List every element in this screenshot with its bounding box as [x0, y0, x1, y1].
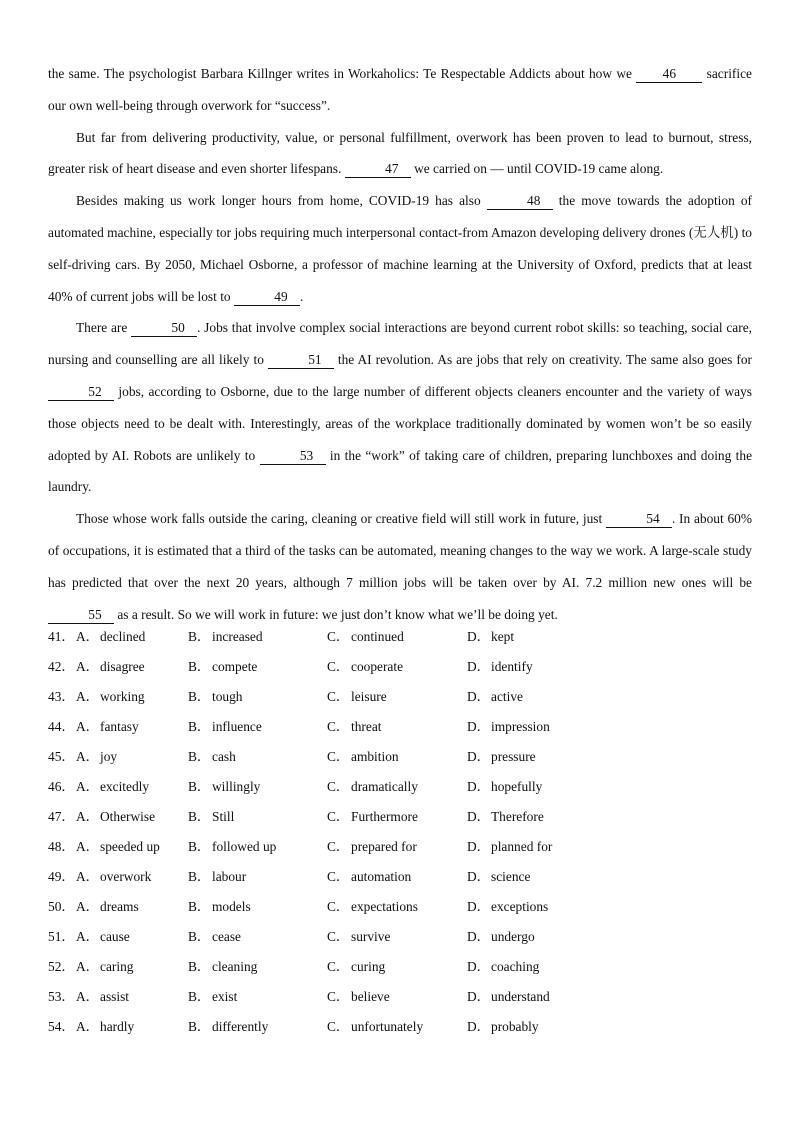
answer-option[interactable] [188, 742, 236, 772]
option-letter: A． [76, 959, 100, 974]
question-number: 51． [48, 929, 75, 944]
passage-paragraph [48, 58, 752, 122]
answer-blank[interactable]: 55 [48, 607, 114, 624]
option-letter: D． [467, 989, 491, 1004]
question-number: 54． [48, 1019, 75, 1034]
question-row [48, 982, 752, 1012]
option-text: Still [212, 809, 235, 824]
option-text: active [491, 689, 523, 704]
passage-text: But far from delivering productivity, value, or personal fulfillment, overwork has been proven to lead to burnout, stress, greater risk of heart disease and even shorter lifespans. [48, 129, 752, 177]
answer-option[interactable] [76, 712, 139, 742]
passage-text: Besides making us work longer hours from home, COVID-19 has also [76, 193, 487, 209]
option-letter: D． [467, 1019, 491, 1034]
option-text: excitedly [100, 779, 150, 794]
passage-text: in the “work” of taking care of children, preparing lunchboxes and doing the laundry. [48, 447, 753, 495]
answer-option[interactable] [467, 742, 536, 772]
passage-paragraph [48, 122, 752, 186]
question-number: 53． [48, 989, 75, 1004]
option-text: speeded up [100, 839, 160, 854]
option-letter: D． [467, 869, 491, 884]
answer-option[interactable] [467, 712, 550, 742]
passage-text: jobs, according to Osborne, due to the large number of different objects cleaners encounter and the variety of ways those objects need to be dealt with. Interestingly, areas of the workplace traditionally dominated by women won’t be so easily adopted by AI. Robots are unlikely to [48, 383, 752, 463]
option-text: exist [212, 989, 238, 1004]
option-letter: C． [327, 659, 350, 674]
option-text: science [491, 869, 531, 884]
option-letter: C． [327, 989, 350, 1004]
option-letter: A． [76, 779, 100, 794]
answer-option[interactable] [327, 742, 399, 772]
question-row [48, 712, 752, 742]
option-letter: B． [188, 989, 211, 1004]
question-row [48, 832, 752, 862]
answer-option[interactable] [188, 892, 251, 922]
answer-option[interactable] [188, 982, 237, 1012]
passage-text: sacrifice our own well-being through overwork for “success”. [48, 66, 752, 113]
passage-paragraph [48, 503, 752, 630]
answer-option[interactable] [76, 862, 151, 892]
option-text: working [100, 689, 145, 704]
option-text: Therefore [491, 809, 544, 824]
passage-text: the AI revolution. As are jobs that rely on creativity. The same also goes for [333, 352, 752, 368]
answer-option[interactable] [188, 832, 276, 862]
option-letter: B． [188, 689, 211, 704]
option-text: Otherwise [100, 809, 156, 824]
option-text: expectations [351, 899, 418, 914]
option-letter: C． [327, 1019, 350, 1034]
option-text: cooperate [351, 659, 404, 674]
question-number: 52． [48, 959, 75, 974]
question-number: 44． [48, 719, 75, 734]
option-letter: B． [188, 719, 211, 734]
option-letter: B． [188, 1019, 211, 1034]
option-letter: A． [76, 899, 100, 914]
option-text: automation [351, 869, 412, 884]
answer-option[interactable] [188, 772, 260, 802]
question-row [48, 1012, 752, 1042]
option-letter: B． [188, 839, 211, 854]
option-text: cleaning [212, 959, 258, 974]
option-letter: C． [327, 719, 350, 734]
option-letter: C． [327, 779, 350, 794]
answer-option[interactable] [327, 652, 403, 682]
answer-option[interactable] [467, 892, 548, 922]
option-text: compete [212, 659, 258, 674]
answer-option[interactable] [327, 712, 381, 742]
answer-option[interactable] [76, 922, 130, 952]
answer-option[interactable] [76, 682, 145, 712]
option-text: differently [212, 1019, 269, 1034]
answer-option[interactable] [327, 892, 418, 922]
option-text: dramatically [351, 779, 418, 794]
option-letter: C． [327, 809, 350, 824]
passage-text: the same. The psychologist Barbara Killnger writes in Workaholics: Te Respectable Addicts about how we [48, 66, 637, 81]
option-letter: A． [76, 989, 100, 1004]
passage-paragraph [48, 312, 752, 503]
question-row [48, 742, 752, 772]
option-text: Furthermore [351, 809, 418, 824]
passage-text: Those whose work falls outside the caring, cleaning or creative field will still work in future, just [76, 511, 606, 527]
passage-paragraph [48, 185, 752, 312]
option-letter: D． [467, 629, 491, 644]
option-text: influence [212, 719, 262, 734]
answer-option[interactable] [76, 952, 133, 982]
option-letter: B． [188, 749, 211, 764]
option-letter: A． [76, 719, 100, 734]
option-letter: C． [327, 629, 350, 644]
question-row [48, 802, 752, 832]
option-letter: C． [327, 869, 350, 884]
question-row [48, 952, 752, 982]
answer-option[interactable] [76, 772, 149, 802]
option-letter: A． [76, 839, 100, 854]
question-row [48, 862, 752, 892]
answer-option[interactable] [188, 862, 246, 892]
option-text: impression [491, 719, 550, 734]
option-letter: C． [327, 929, 350, 944]
answer-option[interactable] [327, 802, 418, 832]
option-letter: B． [188, 779, 211, 794]
answer-option[interactable] [76, 982, 129, 1012]
answer-option[interactable] [188, 922, 241, 952]
option-text: leisure [351, 689, 387, 704]
option-letter: A． [76, 749, 100, 764]
option-letter: D． [467, 779, 491, 794]
answer-blank[interactable]: 48 [487, 193, 553, 210]
question-number: 42． [48, 659, 75, 674]
passage-text: . In about 60% of occupations, it is estimated that a third of the tasks can be automated, meaning changes to the way we work. A large-scale study has predicted that over the next 20 years, although 7 million jobs will be taken over by AI. 7.2 million new ones will be [48, 511, 752, 590]
option-text: probably [491, 1019, 539, 1034]
option-letter: B． [188, 869, 211, 884]
answer-option[interactable] [467, 922, 535, 952]
answer-option[interactable] [327, 922, 390, 952]
option-text: overwork [100, 869, 152, 884]
option-text: followed up [212, 839, 277, 854]
answer-option[interactable] [327, 832, 417, 862]
question-number: 48． [48, 839, 75, 854]
answer-blank[interactable]: 46 [636, 66, 702, 83]
passage [48, 58, 752, 630]
passage-text: . [299, 288, 304, 304]
passage-text: . Jobs that involve complex social interactions are beyond current robot skills: so teaching, social care, nursing and counselling are all likely to [48, 320, 753, 368]
option-text: survive [351, 929, 391, 944]
option-text: undergo [491, 929, 535, 944]
answer-option[interactable] [327, 862, 411, 892]
question-row [48, 892, 752, 922]
option-letter: D． [467, 929, 491, 944]
answer-option[interactable] [188, 652, 257, 682]
option-letter: D． [467, 839, 491, 854]
option-letter: A． [76, 929, 100, 944]
passage-text: There are [76, 320, 132, 336]
option-text: identify [491, 659, 533, 674]
option-letter: D． [467, 749, 491, 764]
answer-option[interactable] [76, 832, 160, 862]
answer-option[interactable] [76, 622, 145, 652]
answer-option[interactable] [76, 1012, 134, 1042]
passage-text: we carried on — until COVID-19 came along. [410, 161, 664, 177]
question-number: 47． [48, 809, 75, 824]
option-letter: C． [327, 839, 350, 854]
option-text: increased [212, 629, 263, 644]
option-letter: D． [467, 689, 491, 704]
answer-option[interactable] [467, 772, 542, 802]
option-letter: A． [76, 659, 100, 674]
passage-text: as a result. So we will work in future: we just don’t know what we’ll be doing yet. [114, 606, 558, 622]
option-text: dreams [100, 899, 139, 914]
option-text: joy [100, 749, 118, 764]
answer-blank[interactable]: 49 [234, 289, 300, 306]
option-text: curing [351, 959, 386, 974]
option-text: exceptions [491, 899, 549, 914]
answer-option[interactable] [467, 802, 544, 832]
answer-option[interactable] [76, 892, 139, 922]
answer-option[interactable] [327, 682, 387, 712]
passage-text: the move towards the adoption of automated machine, especially tor jobs requiring much interpersonal contact-from Amazon developing delivery drones (无人机) to self-driving cars. By 2050, Michael Osborne, a professor of machine learning at the University of Oxford, predicts that at least 40% of current jobs will be lost to [48, 193, 752, 304]
question-options [48, 622, 752, 1042]
option-text: hopefully [491, 779, 543, 794]
answer-option[interactable] [327, 982, 390, 1012]
option-text: assist [100, 989, 130, 1004]
option-text: cause [100, 929, 130, 944]
answer-option[interactable] [76, 742, 117, 772]
option-letter: B． [188, 659, 211, 674]
question-number: 50． [48, 899, 75, 914]
answer-option[interactable] [76, 652, 145, 682]
option-text: understand [491, 989, 550, 1004]
question-number: 46． [48, 779, 75, 794]
question-number: 49． [48, 869, 75, 884]
answer-blank[interactable]: 50 [131, 320, 197, 337]
option-letter: C． [327, 899, 350, 914]
answer-option[interactable] [188, 1012, 268, 1042]
option-text: cash [212, 749, 236, 764]
option-text: pressure [491, 749, 536, 764]
answer-option[interactable] [188, 802, 234, 832]
answer-option[interactable] [467, 832, 552, 862]
question-row [48, 622, 752, 652]
option-text: disagree [100, 659, 145, 674]
option-letter: A． [76, 869, 100, 884]
option-text: unfortunately [351, 1019, 424, 1034]
answer-option[interactable] [76, 802, 155, 832]
option-letter: D． [467, 809, 491, 824]
option-letter: A． [76, 689, 100, 704]
option-text: cease [212, 929, 241, 944]
option-text: models [212, 899, 251, 914]
option-letter: C． [327, 749, 350, 764]
option-text: hardly [100, 1019, 135, 1034]
option-text: planned for [491, 839, 553, 854]
option-letter: D． [467, 659, 491, 674]
option-text: labour [212, 869, 247, 884]
answer-blank[interactable]: 53 [260, 448, 326, 465]
option-text: kept [491, 629, 515, 644]
option-text: continued [351, 629, 404, 644]
answer-blank[interactable]: 52 [48, 384, 114, 401]
option-text: tough [212, 689, 243, 704]
answer-blank[interactable]: 47 [345, 161, 411, 178]
answer-option[interactable] [327, 1012, 423, 1042]
option-letter: B． [188, 809, 211, 824]
answer-option[interactable] [467, 862, 530, 892]
option-letter: A． [76, 629, 100, 644]
option-letter: D． [467, 719, 491, 734]
answer-option[interactable] [467, 1012, 539, 1042]
option-text: fantasy [100, 719, 139, 734]
answer-option[interactable] [467, 652, 533, 682]
answer-option[interactable] [467, 622, 514, 652]
option-letter: A． [76, 1019, 100, 1034]
option-text: declined [100, 629, 146, 644]
option-text: prepared for [351, 839, 417, 854]
option-letter: D． [467, 959, 491, 974]
question-row [48, 682, 752, 712]
answer-option[interactable] [188, 622, 263, 652]
answer-option[interactable] [188, 952, 257, 982]
option-text: caring [100, 959, 134, 974]
question-number: 41． [48, 629, 75, 644]
option-letter: A． [76, 809, 100, 824]
option-text: threat [351, 719, 382, 734]
question-row [48, 772, 752, 802]
answer-option[interactable] [467, 982, 550, 1012]
question-number: 43． [48, 689, 75, 704]
answer-option[interactable] [327, 952, 385, 982]
option-text: believe [351, 989, 390, 1004]
answer-option[interactable] [188, 682, 243, 712]
option-letter: C． [327, 689, 350, 704]
answer-option[interactable] [467, 682, 523, 712]
option-letter: B． [188, 929, 211, 944]
option-text: willingly [212, 779, 261, 794]
option-letter: B． [188, 899, 211, 914]
answer-blank[interactable]: 54 [606, 511, 672, 528]
answer-option[interactable] [327, 622, 404, 652]
option-text: ambition [351, 749, 399, 764]
question-row [48, 652, 752, 682]
answer-option[interactable] [327, 772, 418, 802]
option-text: coaching [491, 959, 540, 974]
option-letter: D． [467, 899, 491, 914]
option-letter: B． [188, 629, 211, 644]
option-letter: C． [327, 959, 350, 974]
option-letter: B． [188, 959, 211, 974]
answer-blank[interactable]: 51 [268, 352, 334, 369]
answer-option[interactable] [467, 952, 539, 982]
question-row [48, 922, 752, 952]
question-number: 45． [48, 749, 75, 764]
answer-option[interactable] [188, 712, 262, 742]
